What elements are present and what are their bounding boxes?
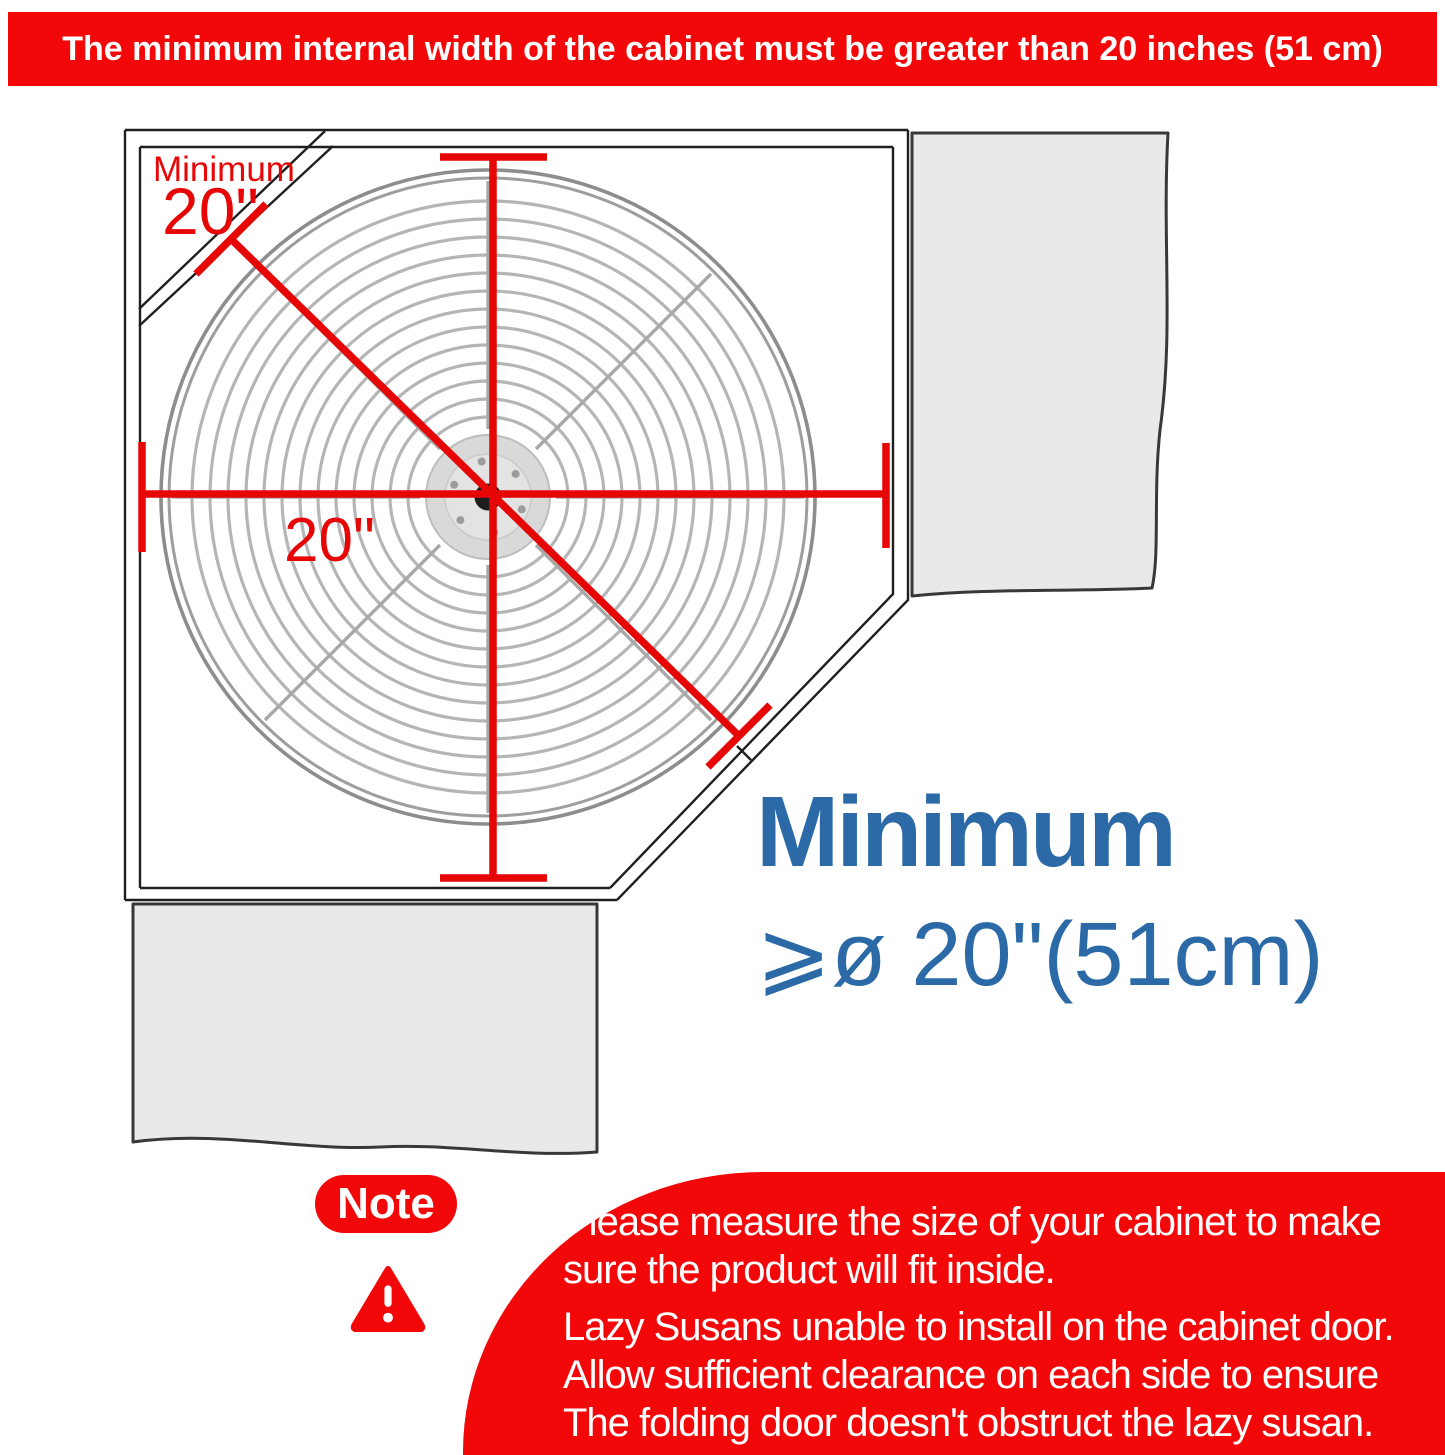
corner-dim-value: 20"	[162, 174, 259, 248]
note-line: Allow sufficient clearance on each side to ensure	[563, 1353, 1379, 1397]
note-box	[463, 1172, 1445, 1455]
note-line: Please measure the size of your cabinet to make	[563, 1200, 1381, 1244]
warning-icon	[348, 1262, 428, 1332]
note-text	[563, 1198, 1394, 1447]
note-badge: Note	[315, 1175, 457, 1233]
note-line: The folding door doesn't obstruct the lazy susan.	[563, 1401, 1374, 1445]
note-line: sure the product will fit inside.	[563, 1248, 1055, 1292]
top-banner: The minimum internal width of the cabinet must be greater than 20 inches (51 cm)	[8, 12, 1437, 86]
min-diameter-title: Minimum	[756, 776, 1174, 888]
adjacent-panel-right	[912, 133, 1168, 596]
dimension-lines	[142, 157, 886, 878]
note-line: Lazy Susans unable to install on the cabinet door.	[563, 1305, 1394, 1349]
adjacent-panel-bottom	[133, 904, 597, 1153]
min-diameter-value: ⩾ø 20"(51cm)	[756, 905, 1324, 1005]
width-dim-value: 20"	[284, 506, 375, 575]
corner-dim-label: Minimum	[153, 150, 295, 189]
